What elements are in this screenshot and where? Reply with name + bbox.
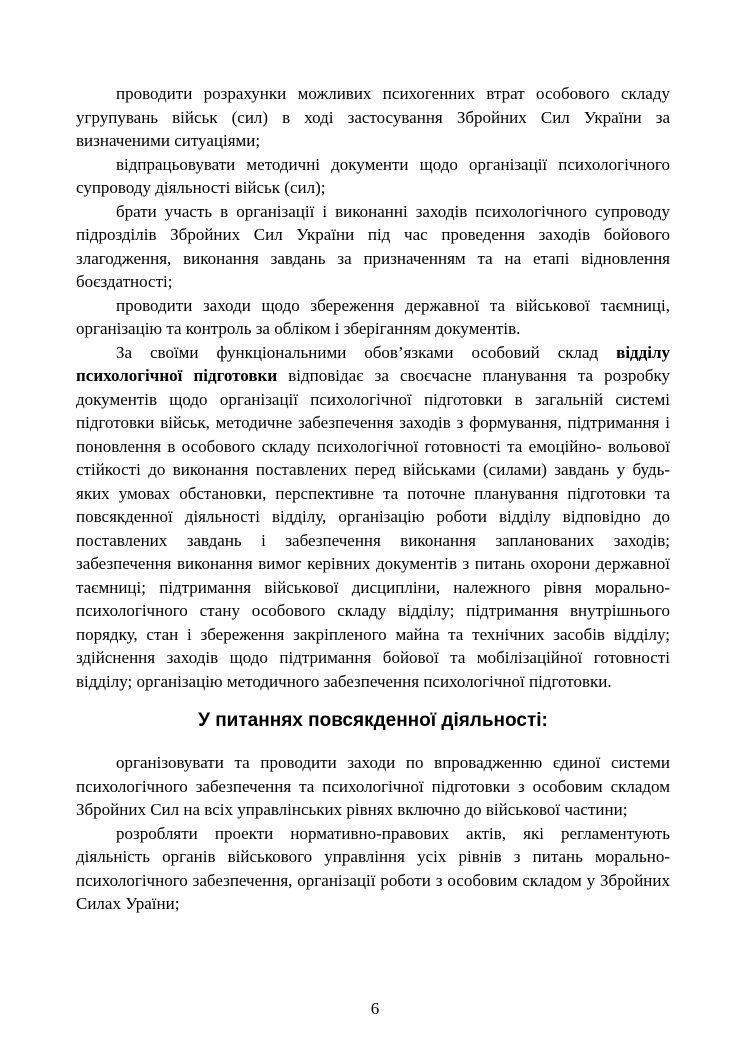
paragraph-psychological-support: брати участь в організації і виконанні заходів психологічного супроводу підрозділів Збройних Сил України під час проведення заходів бойового злагодження, виконання завдань за призначенням та на етапі відновлення боєздатності; bbox=[76, 201, 670, 291]
paragraph-develop-regulations: розробляти проекти нормативно-правових актів, які регламентують діяльність органів військового управління усіх рівнів з питань морально- психологічного забезпечення, організації роботи з особовим складом у Збройних Силах Ураїни; bbox=[76, 823, 670, 913]
page-number: 6 bbox=[370, 999, 380, 1018]
duties-lead-text: За своїми функціональними обов’язками особовий склад bbox=[116, 342, 599, 362]
department-name-bold: відділу психологічної підготовки bbox=[76, 342, 671, 385]
section-heading-daily-activity: У питаннях повсякденної діяльності: bbox=[198, 710, 548, 731]
paragraph-department-duties bbox=[76, 341, 670, 694]
paragraph-state-secrets: проводити заходи щодо збереження державної та військової таємниці, організацію та контроль за обліком і зберіганням документів. bbox=[76, 295, 670, 338]
paragraph-psychogenic-losses: проводити розрахунки можливих психогенних втрат особового складу угрупувань військ (сил) в ході застосування Збройних Сил України за визначеними ситуаціями; bbox=[76, 84, 670, 150]
paragraph-organize-measures: організовувати та проводити заходи по впровадженню єдиної системи психологічного забезпечення та психологічної підготовки з особовим складом Збройних Сил на всіх управлінських рівнях включно до військової частини; bbox=[76, 753, 670, 819]
paragraph-methodical-documents: відпрацьовувати методичні документи щодо організації психологічного супроводу діяльності військ (сил); bbox=[76, 154, 670, 197]
document-page bbox=[76, 82, 670, 916]
duties-rest-text: відповідає за своєчасне планування та розробку документів щодо організації психологічної підготовки в загальній системі підготовки військ, методичне забезпечення заходів з формування, підтримання і поновлення в особового складу психологічної готовності та емоційно- вольової стійкості до виконання поставлених перед військами (силами) завдань у будь-яких умовах обстановки, перспективне та поточне планування підготовки та повсякденної діяльності відділу, організацію роботи відділу відповідно до поставлених завдань і забезпечення виконання запланованих заходів; забезпечення виконання вимог керівних документів з питань охорони державної таємниці; підтримання військової дисципліни, належного рівня морально-психологічного стану особового складу відділу; підтримання внутрішнього порядку, стан і збереження закріпленого майна та технічних засобів відділу; здійснення заходів щодо підтримання бойової та мобілізаційної готовності відділу; організацію методичного забезпечення психологічної підготовки. bbox=[76, 366, 671, 691]
